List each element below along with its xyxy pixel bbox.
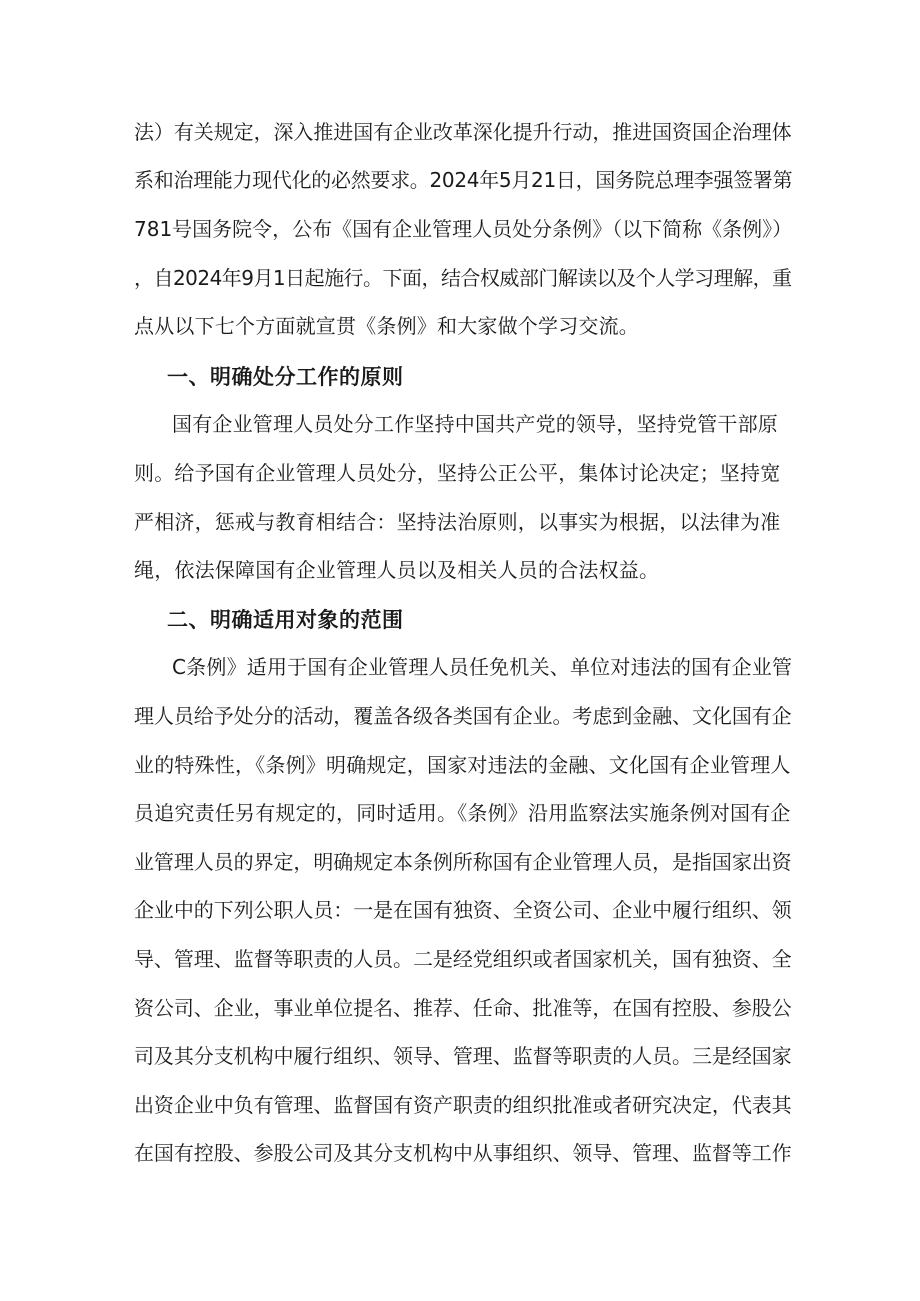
section-2-line-3: 业的特殊性，《条例》明确规定，国家对违法的金融、文化国有企业管理人 — [134, 753, 791, 777]
intro-line-2: 系和治理能力现代化的必然要求。2024年5月21日，国务院总理李强签署第 — [134, 168, 793, 192]
section-2-line-10: 出资企业中负有管理、监督国有资产职责的组织批准或者研究决定，代表其 — [134, 1093, 792, 1117]
section-2-line-11: 在国有控股、参股公司及其分支机构中从事组织、领导、管理、监督等工作 — [134, 1141, 792, 1165]
intro-line-4: ，自2024年9月1日起施行。下面，结合权威部门解读以及个人学习理解，重 — [134, 266, 792, 290]
section-2-heading: 二、明确适用对象的范围 — [167, 608, 404, 632]
section-1-line-4: 绳，依法保障国有企业管理人员以及相关人员的合法权益。 — [134, 558, 660, 582]
section-2-line-8: 资公司、企业，事业单位提名、推荐、任命、批准等，在国有控股、参股公 — [134, 996, 792, 1020]
intro-line-5: 点从以下七个方面就宣贯《条例》和大家做个学习交流。 — [134, 314, 639, 338]
section-2-line-2: 理人员给予处分的活动，覆盖各级各类国有企业。考虑到金融、文化国有企 — [134, 704, 792, 728]
section-2-line-1: C条例》适用于国有企业管理人员任免机关、单位对违法的国有企业管 — [172, 655, 793, 679]
section-2-line-6: 企业中的下列公职人员：一是在国有独资、全资公司、企业中履行组织、领 — [134, 898, 792, 922]
section-1-heading: 一、明确处分工作的原则 — [167, 365, 404, 389]
section-2-line-9: 司及其分支机构中履行组织、领导、管理、监督等职责的人员。三是经国家 — [134, 1044, 792, 1068]
section-2-line-4: 员追究责任另有规定的，同时适用。《条例》沿用监察法实施条例对国有企 — [134, 801, 791, 825]
section-2-line-5: 业管理人员的界定，明确规定本条例所称国有企业管理人员，是指国家出资 — [134, 850, 792, 874]
intro-line-1: 法）有关规定，深入推进国有企业改革深化提升行动，推进国资国企治理体 — [134, 120, 792, 144]
section-1-line-1: 国有企业管理人员处分工作坚持中国共产党的领导，坚持党管干部原 — [172, 412, 778, 436]
section-2-line-7: 导、管理、监督等职责的人员。二是经党组织或者国家机关，国有独资、全 — [134, 947, 792, 971]
section-1-line-2: 则。给予国有企业管理人员处分，坚持公正公平，集体讨论决定；坚持宽 — [134, 461, 781, 485]
intro-line-3: 781号国务院令，公布《国有企业管理人员处分条例》（以下简称《条例》） — [134, 217, 793, 241]
section-1-line-3: 严相济，惩戒与教育相结合：坚持法治原则，以事实为根据，以法律为准 — [134, 510, 781, 534]
